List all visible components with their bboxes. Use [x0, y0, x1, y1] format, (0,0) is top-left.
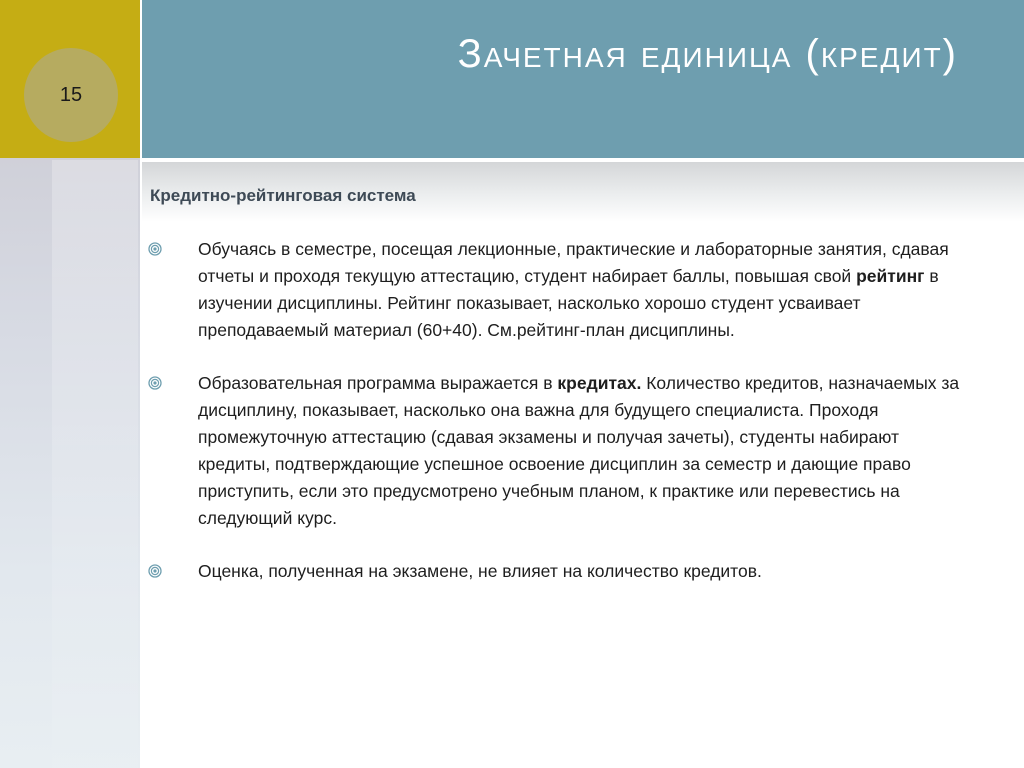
header-band [142, 0, 1024, 158]
bullet-text-part: Оценка, полученная на экзамене, не влияет на количество кредитов. [198, 561, 762, 581]
bullet-item [146, 370, 966, 532]
bullet-text-part: Образовательная программа выражается в [198, 373, 558, 393]
slide-subtitle: Кредитно-рейтинговая система [150, 186, 416, 205]
sidebar-stripe [52, 160, 138, 768]
slide-number: 15 [59, 83, 83, 106]
bullet-text-bold: рейтинг [856, 266, 925, 286]
bullet-text [198, 561, 762, 581]
concentric-circle-bullet-icon [148, 564, 162, 578]
bullet-text-bold: кредитах. [557, 373, 642, 393]
bullet-text [198, 373, 959, 528]
slide-title: Зачетная единица (кредит) [457, 32, 958, 76]
slide-number-badge [24, 48, 118, 142]
concentric-circle-bullet-icon [148, 376, 162, 390]
concentric-circle-bullet-icon [148, 242, 162, 256]
bullet-item [146, 558, 966, 585]
bullet-list [146, 236, 966, 611]
bullet-text-part: в изучении дисциплины. Рейтинг показывает, насколько хорошо студент усваивает преподаваемый материал (60+40). См.рейтинг-план дисциплины. [198, 266, 939, 340]
bullet-text-part: Обучаясь в семестре, посещая лекционные, практические и лабораторные занятия, сдавая отчеты и проходя текущую аттестацию, студент набирает баллы, повышая свой [198, 239, 949, 286]
bullet-item [146, 236, 966, 344]
bullet-text-part: Количество кредитов, назначаемых за дисциплину, показывает, насколько она важна для будущего специалиста. Проходя промежуточную аттестацию (сдавая экзамены и получая зачеты), студенты набирают кредиты, подтверждающие успешное освоение дисциплин за семестр и дающие право приступить, если это предусмотрено учебным планом, к практике или перевестись на следующий курс. [198, 373, 960, 528]
bullet-text [198, 239, 949, 340]
